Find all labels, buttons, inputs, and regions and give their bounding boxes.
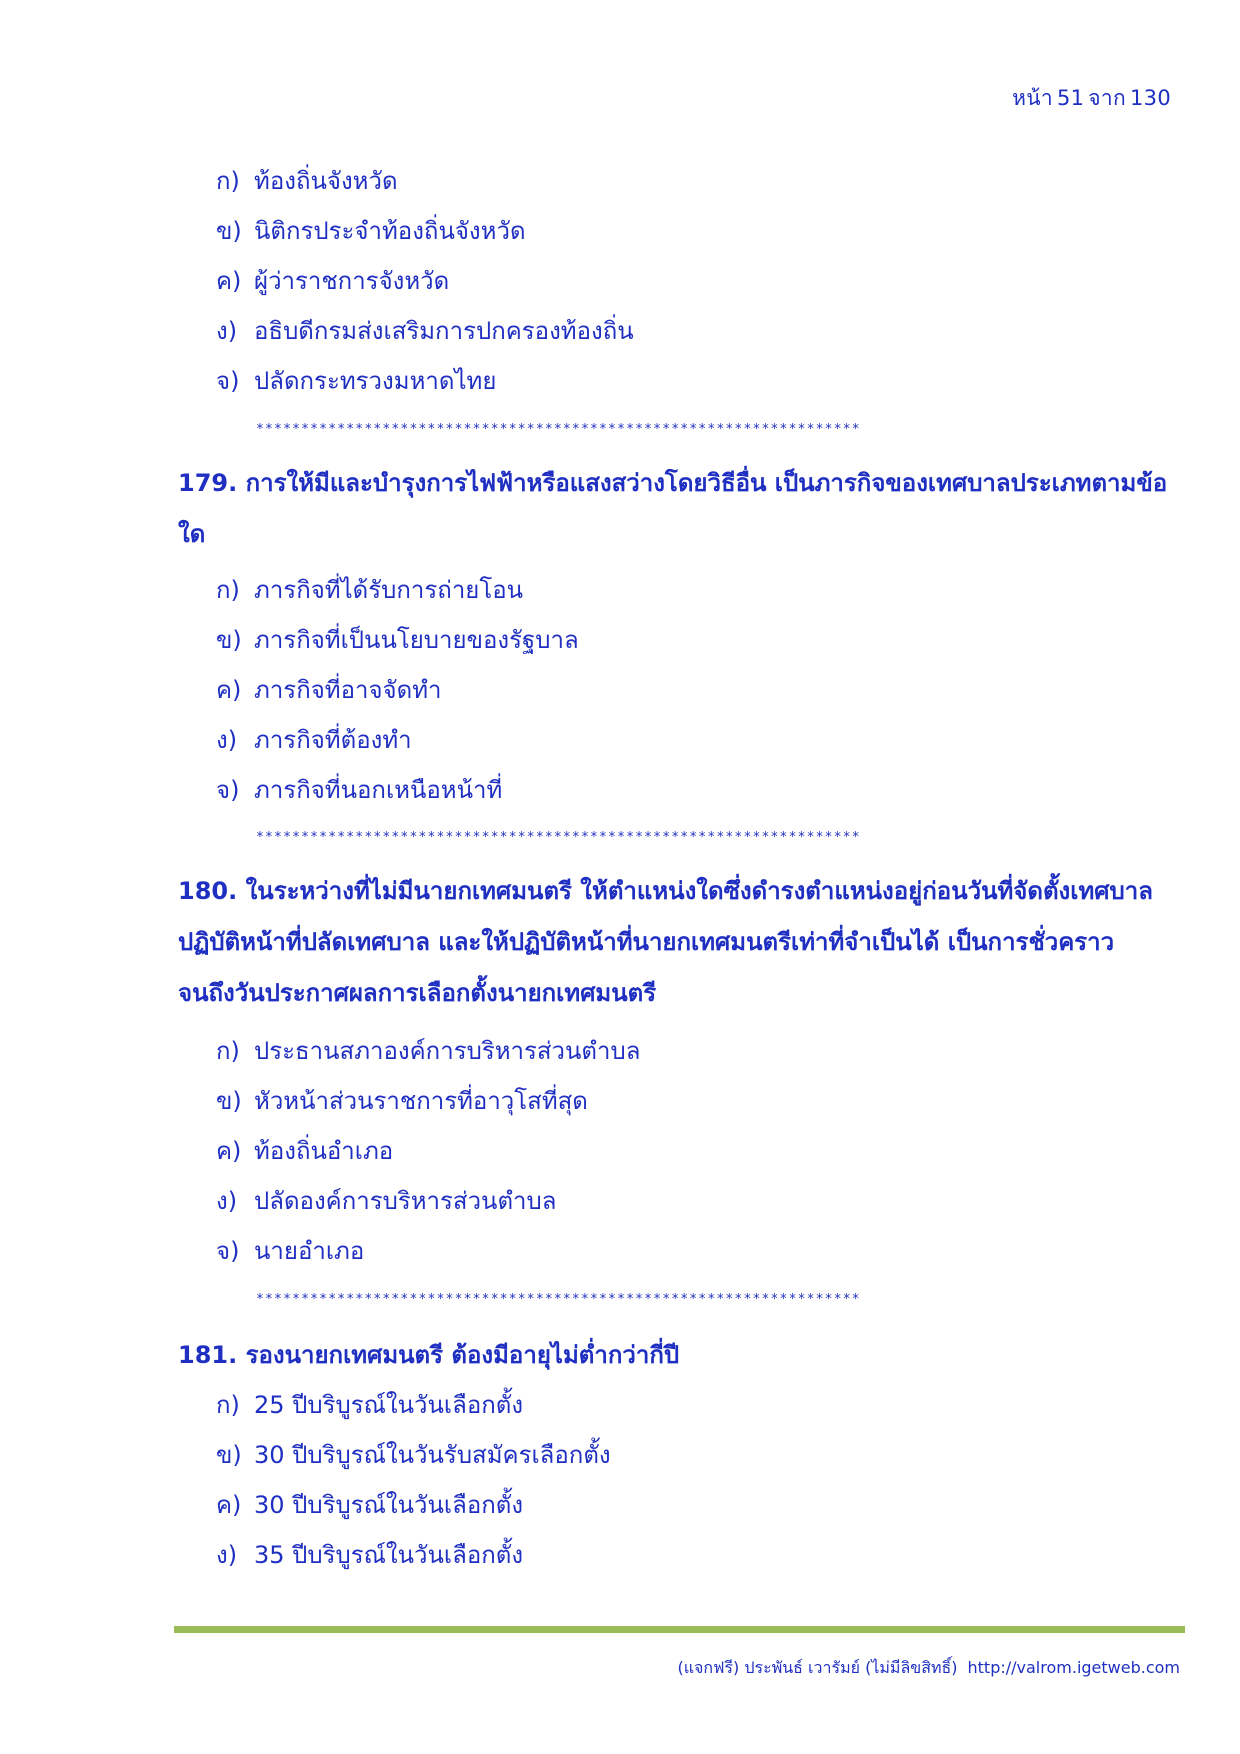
option-label: จ) (216, 367, 240, 395)
option-text: ภารกิจที่ต้องทำ (254, 726, 412, 754)
q180-option-d (216, 1186, 556, 1216)
page-total: 130 (1130, 86, 1171, 110)
option-label: ค) (216, 267, 242, 295)
q180-option-a (216, 1036, 640, 1066)
page-number (1012, 82, 1175, 115)
q181-option-c (216, 1490, 523, 1520)
q180-question: 180. ในระหว่างที่ไม่มีนายกเทศมนตรี ให้ตำแหน่งใดซึ่งดำรงตำแหน่งอยู่ก่อนวันที่จัดตั้งเทศบาลปฏิบัติหน้าที่ปลัดเทศบาล และให้ปฏิบัติหน้าที่นายกเทศมนตรีเท่าที่จำเป็นได้ เป็นการชั่วคราว จนถึงวันประกาศผลการเลือกตั้งนายกเทศมนตรี (178, 877, 1153, 1007)
option-text: 30 ปีบริบูรณ์ในวันรับสมัครเลือกตั้ง (254, 1441, 611, 1469)
option-label: จ) (216, 776, 240, 804)
option-label: ง) (216, 726, 238, 754)
footer-url[interactable]: http://valrom.igetweb.com (967, 1658, 1180, 1677)
separator-2: ******************************************************************* (256, 830, 861, 845)
option-text: 35 ปีบริบูรณ์ในวันเลือกตั้ง (254, 1541, 524, 1569)
option-label: ข) (216, 626, 242, 654)
page-current: 51 (1056, 86, 1085, 110)
option-text: ภารกิจที่นอกเหนือหน้าที่ (254, 776, 503, 804)
option-text: ปลัดองค์การบริหารส่วนตำบล (254, 1187, 557, 1215)
option-label: จ) (216, 1237, 240, 1265)
option-label: ข) (216, 217, 242, 245)
option-text: ประธานสภาองค์การบริหารส่วนตำบล (254, 1037, 641, 1065)
option-text: ภารกิจที่อาจจัดทำ (254, 676, 442, 704)
separator-3: ******************************************************************* (256, 1292, 861, 1307)
q178-option-d (216, 316, 634, 346)
of-word: จาก (1088, 86, 1127, 110)
option-label: ก) (216, 1391, 240, 1419)
option-text: หัวหน้าส่วนราชการที่อาวุโสที่สุด (254, 1087, 588, 1115)
q180-option-b (216, 1086, 588, 1116)
option-label: ง) (216, 317, 238, 345)
q178-option-b (216, 216, 526, 246)
q180-option-e (216, 1236, 364, 1266)
option-text: ท้องถิ่นอำเภอ (254, 1137, 394, 1165)
q179-question: 179. การให้มีและบำรุงการไฟฟ้าหรือแสงสว่างโดยวิธีอื่น เป็นภารกิจของเทศบาลประเภทตามข้อใด (178, 469, 1168, 548)
option-label: ง) (216, 1187, 238, 1215)
q179-option-c (216, 675, 442, 705)
q181-question: 181. รองนายกเทศมนตรี ต้องมีอายุไม่ต่ำกว่ากี่ปี (178, 1341, 680, 1369)
option-label: ข) (216, 1087, 242, 1115)
option-label: ข) (216, 1441, 242, 1469)
option-text: ภารกิจที่เป็นนโยบายของรัฐบาล (254, 626, 579, 654)
option-text: 25 ปีบริบูรณ์ในวันเลือกตั้ง (254, 1391, 524, 1419)
option-label: ง) (216, 1541, 238, 1569)
option-text: นิติกรประจำท้องถิ่นจังหวัด (254, 217, 526, 245)
option-label: ค) (216, 1491, 242, 1519)
option-text: ท้องถิ่นจังหวัด (254, 167, 398, 195)
option-text: อธิบดีกรมส่งเสริมการปกครองท้องถิ่น (254, 317, 634, 345)
q180-option-c (216, 1136, 393, 1166)
page-word: หน้า (1012, 86, 1053, 110)
option-text: ภารกิจที่ได้รับการถ่ายโอน (254, 576, 524, 604)
q181-option-d (216, 1540, 523, 1570)
footer-credit: (แจกฟรี) ประพันธ์ เวารัมย์ (ไม่มีลิขสิทธิ์) (677, 1658, 958, 1677)
q179-option-d (216, 725, 412, 755)
q178-option-c (216, 266, 449, 296)
option-text: นายอำเภอ (254, 1237, 365, 1265)
q178-option-a (216, 166, 398, 196)
option-text: ปลัดกระทรวงมหาดไทย (254, 367, 497, 395)
footer-divider (174, 1626, 1185, 1633)
separator-1: ******************************************************************* (256, 422, 861, 437)
footer (677, 1656, 1180, 1681)
option-label: ก) (216, 1037, 240, 1065)
q179-option-a (216, 575, 523, 605)
q181-option-b (216, 1440, 611, 1470)
q179-option-b (216, 625, 579, 655)
option-label: ค) (216, 676, 242, 704)
option-label: ค) (216, 1137, 242, 1165)
option-text: 30 ปีบริบูรณ์ในวันเลือกตั้ง (254, 1491, 524, 1519)
option-label: ก) (216, 576, 240, 604)
option-text: ผู้ว่าราชการจังหวัด (254, 267, 450, 295)
q181-option-a (216, 1390, 523, 1420)
q179-option-e (216, 775, 502, 805)
q178-option-e (216, 366, 496, 396)
option-label: ก) (216, 167, 240, 195)
